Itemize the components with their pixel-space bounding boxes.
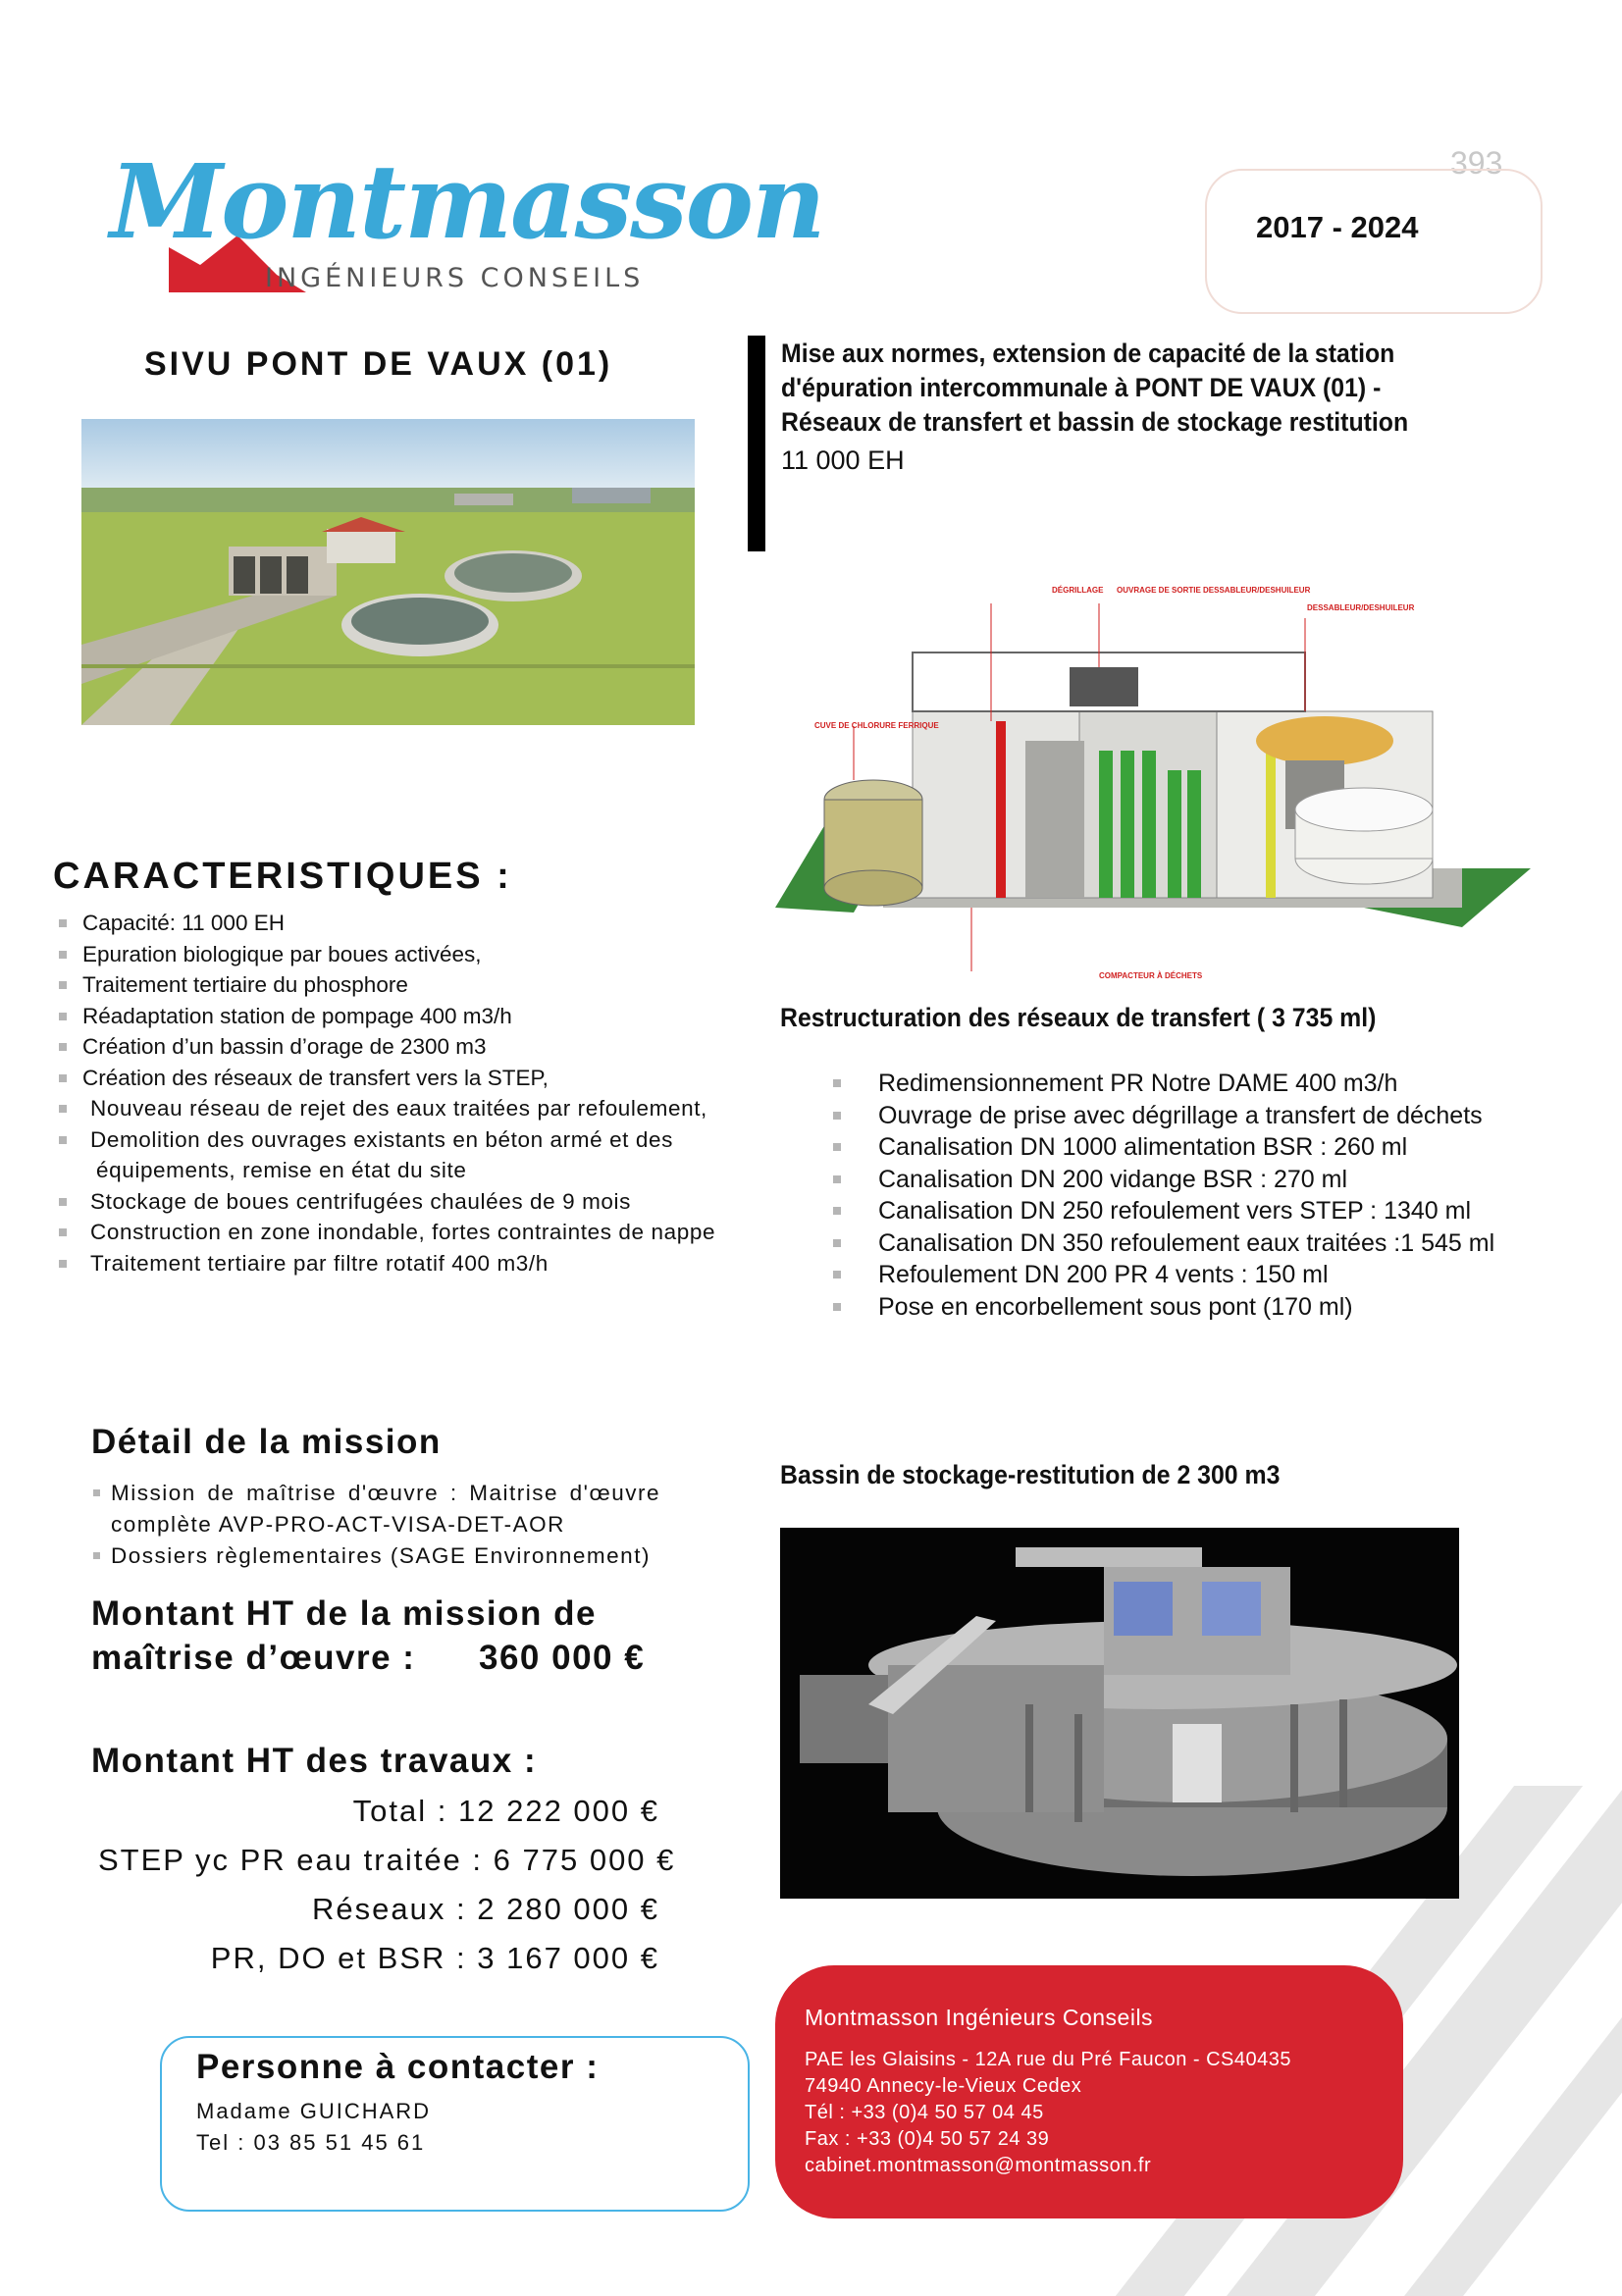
project-title-line: Mise aux normes, extension de capacité de la station <box>781 339 1395 368</box>
diagram-label: DÉGRILLAGE <box>1052 586 1104 595</box>
bullet-icon <box>833 1112 841 1120</box>
company-phone: Tél : +33 (0)4 50 57 04 45 <box>805 2102 1044 2123</box>
list-item-text: Epuration biologique par boues activées, <box>82 941 482 966</box>
diagram-label: COMPACTEUR À DÉCHETS <box>1099 971 1203 980</box>
bullet-icon <box>833 1175 841 1183</box>
list-item <box>53 1063 740 1094</box>
company-fax: Fax : +33 (0)4 50 57 24 39 <box>805 2128 1050 2150</box>
list-item <box>53 1001 740 1032</box>
pretreatment-diagram-illustration <box>775 574 1531 986</box>
list-item-text: Création des réseaux de transfert vers la STEP, <box>82 1065 549 1090</box>
bullet-icon <box>59 1013 67 1020</box>
works-amount-lines <box>98 1794 676 1990</box>
bullet-icon <box>833 1079 841 1087</box>
logo-subtitle: INGÉNIEURS CONSEILS <box>265 263 645 293</box>
list-item <box>53 1186 740 1218</box>
client-name: SIVU PONT DE VAUX (01) <box>144 345 613 383</box>
works-amount-line: STEP yc PR eau traitée : 6 775 000 € <box>98 1843 676 1877</box>
list-item <box>91 1540 660 1572</box>
list-item <box>829 1259 1536 1291</box>
list-item <box>53 1248 740 1279</box>
bullet-icon <box>59 951 67 959</box>
list-item-continuation <box>53 1155 740 1186</box>
list-item-text: Demolition des ouvrages existants en béton armé et des <box>90 1126 673 1152</box>
list-item-text: Canalisation DN 250 refoulement vers STEP : 1340 ml <box>878 1197 1472 1225</box>
list-item <box>53 908 740 939</box>
list-item-text: Stockage de boues centrifugées chaulées de 9 mois <box>90 1188 631 1214</box>
contact-name: Madame GUICHARD <box>196 2099 432 2123</box>
bullet-icon <box>93 1489 100 1496</box>
list-item-text: Canalisation DN 350 refoulement eaux traitées :1 545 ml <box>878 1228 1495 1257</box>
mission-amount-label: Montant HT de la mission de <box>91 1594 597 1633</box>
list-item-text: Traitement tertiaire du phosphore <box>82 972 408 997</box>
bullet-icon <box>59 1260 67 1268</box>
list-item-text: Création d’un bassin d’orage de 2300 m3 <box>82 1034 487 1059</box>
bullet-icon <box>833 1303 841 1311</box>
diagram-label: DESSABLEUR/DESHUILEUR <box>1307 603 1415 612</box>
bullet-icon <box>59 1228 67 1236</box>
list-item-text: Capacité: 11 000 EH <box>82 911 285 935</box>
company-box <box>775 1965 1403 2218</box>
logo-wordmark: Montmasson <box>110 141 824 262</box>
list-item <box>829 1068 1536 1100</box>
list-item <box>53 939 740 970</box>
restructuration-list <box>829 1068 1536 1323</box>
project-capacity: 11 000 EH <box>781 445 905 475</box>
list-item <box>829 1131 1536 1164</box>
caracteristiques-heading: CARACTERISTIQUES : <box>53 856 512 897</box>
mission-heading: Détail de la mission <box>91 1423 442 1461</box>
project-title <box>781 337 1527 476</box>
list-item-text: Pose en encorbellement sous pont (170 ml) <box>878 1292 1353 1321</box>
bullet-icon <box>59 919 67 927</box>
list-item-text: Canalisation DN 1000 alimentation BSR : 260 ml <box>878 1133 1408 1161</box>
bassin-render-illustration <box>780 1528 1459 1899</box>
list-item <box>829 1195 1536 1227</box>
list-item-text: Ouvrage de prise avec dégrillage a transfert de déchets <box>878 1101 1483 1129</box>
bullet-icon <box>59 1198 67 1206</box>
list-item <box>53 1124 740 1156</box>
aerial-photo <box>81 419 695 725</box>
company-name: Montmasson Ingénieurs Conseils <box>805 2005 1154 2030</box>
list-item-text: Dossiers règlementaires (SAGE Environnement) <box>111 1543 651 1568</box>
list-item-text: Refoulement DN 200 PR 4 vents : 150 ml <box>878 1261 1329 1288</box>
pretreatment-diagram <box>775 574 1531 986</box>
bullet-icon <box>59 1043 67 1051</box>
mission-amount-value: 360 000 € <box>479 1639 646 1677</box>
list-item <box>829 1291 1536 1324</box>
works-amount-line: Réseaux : 2 280 000 € <box>312 1892 659 1926</box>
company-address-line: 74940 Annecy-le-Vieux Cedex <box>805 2075 1082 2097</box>
list-item <box>53 1031 740 1063</box>
contact-box <box>160 2036 750 2212</box>
aerial-photo-illustration <box>81 419 695 725</box>
diagram-label: OUVRAGE DE SORTIE DESSABLEUR/DESHUILEUR <box>1117 586 1311 595</box>
caracteristiques-list <box>53 908 740 1278</box>
mission-amount-label: maîtrise d’œuvre : <box>91 1639 416 1677</box>
list-item-text: Construction en zone inondable, fortes contraintes de nappe <box>90 1220 716 1244</box>
bassin-heading: Bassin de stockage-restitution de 2 300 m3 <box>780 1460 1281 1489</box>
contact-phone: Tel : 03 85 51 45 61 <box>196 2130 426 2155</box>
period-box <box>1205 169 1543 314</box>
diagram-label: CUVE DE CHLORURE FERRIQUE <box>814 721 939 730</box>
works-amount-heading: Montant HT des travaux : <box>91 1742 538 1780</box>
list-item-text: Réadaptation station de pompage 400 m3/h <box>82 1003 512 1028</box>
bullet-icon <box>833 1239 841 1247</box>
page-number: 393 <box>1450 145 1503 181</box>
list-item-text: équipements, remise en état du site <box>96 1158 467 1182</box>
bullet-icon <box>59 1074 67 1082</box>
bullet-icon <box>59 981 67 989</box>
mission-list <box>91 1478 660 1572</box>
works-amount-line: Total : 12 222 000 € <box>352 1794 659 1828</box>
bullet-icon <box>833 1207 841 1215</box>
bassin-render <box>780 1528 1459 1899</box>
company-address-line: PAE les Glaisins - 12A rue du Pré Faucon - CS40435 <box>805 2049 1291 2070</box>
list-item <box>91 1478 660 1540</box>
bullet-icon <box>833 1143 841 1151</box>
list-item <box>829 1100 1536 1132</box>
bullet-icon <box>59 1105 67 1113</box>
list-item <box>53 1217 740 1248</box>
list-item-text: Canalisation DN 200 vidange BSR : 270 ml <box>878 1165 1348 1193</box>
list-item <box>53 969 740 1001</box>
company-logo <box>110 141 824 304</box>
list-item-text: Mission de maîtrise d'œuvre : Maitrise d'œuvre complète AVP-PRO-ACT-VISA-DET-AOR <box>111 1481 660 1537</box>
project-title-line: d'épuration intercommunale à PONT DE VAUX (01) - <box>781 373 1382 402</box>
list-item-text: Nouveau réseau de rejet des eaux traitées par refoulement, <box>90 1096 707 1121</box>
contact-heading: Personne à contacter : <box>196 2048 600 2086</box>
period: 2017 - 2024 <box>1256 210 1419 244</box>
list-item <box>829 1164 1536 1196</box>
project-title-line: Réseaux de transfert et bassin de stockage restitution <box>781 407 1409 437</box>
bullet-icon <box>833 1271 841 1278</box>
list-item <box>53 1093 740 1124</box>
restructuration-heading: Restructuration des réseaux de transfert ( 3 735 ml) <box>780 1003 1377 1032</box>
title-bar <box>748 336 765 551</box>
works-amount-line: PR, DO et BSR : 3 167 000 € <box>210 1941 659 1975</box>
list-item-text: Redimensionnement PR Notre DAME 400 m3/h <box>878 1070 1398 1097</box>
company-address <box>805 2047 1291 2179</box>
list-item <box>829 1227 1536 1260</box>
company-email[interactable]: cabinet.montmasson@montmasson.fr <box>805 2155 1152 2176</box>
bullet-icon <box>93 1552 100 1559</box>
bullet-icon <box>59 1136 67 1144</box>
list-item-text: Traitement tertiaire par filtre rotatif 400 m3/h <box>90 1250 549 1276</box>
